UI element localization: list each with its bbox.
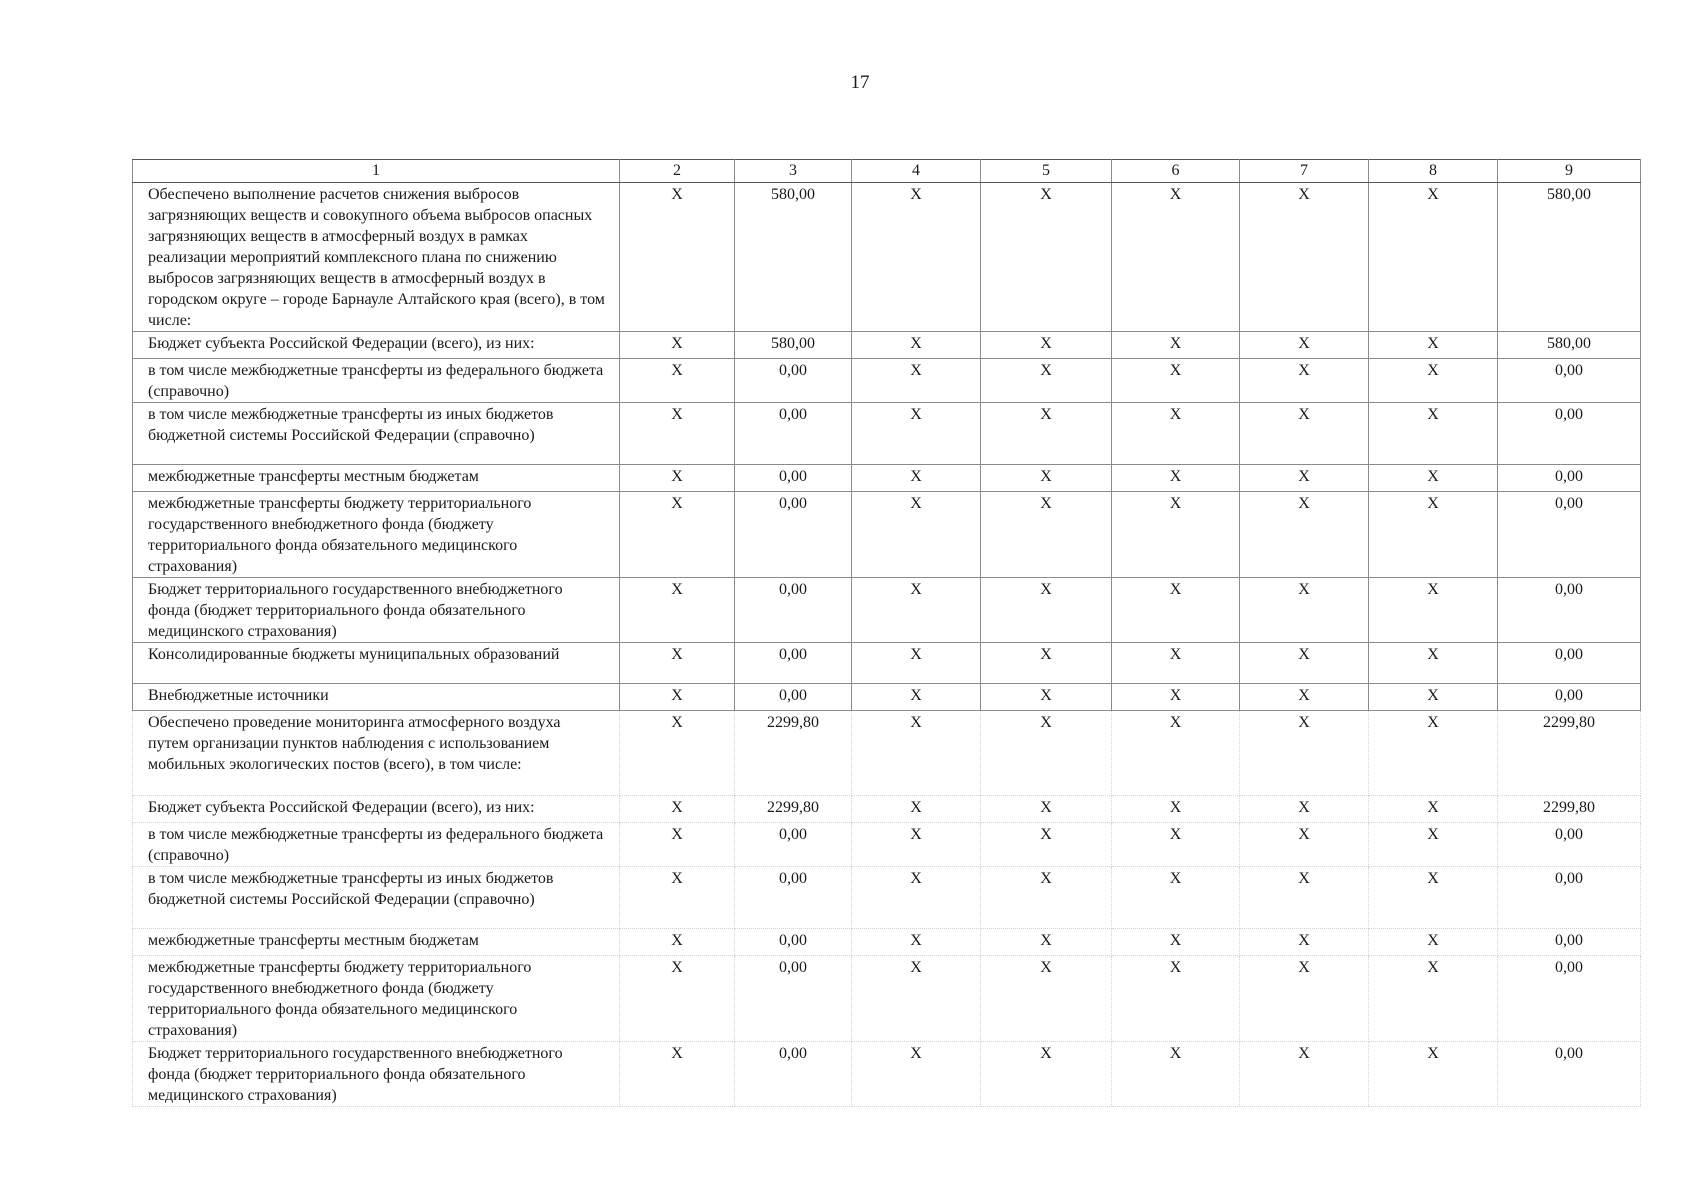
row-value: 0,00	[735, 1042, 852, 1107]
table-row	[133, 492, 1641, 578]
row-value: Х	[1112, 684, 1240, 711]
row-value: Х	[1112, 578, 1240, 643]
row-value: 580,00	[735, 332, 852, 359]
row-value: Х	[620, 956, 735, 1042]
row-value: Х	[852, 929, 981, 956]
row-value: 0,00	[1498, 643, 1641, 684]
column-header: 8	[1369, 160, 1498, 183]
row-description: Обеспечено проведение мониторинга атмосферного воздуха путем организации пунктов наблюдения с использованием мобильных экологических постов (всего), в том числе:	[133, 711, 620, 796]
row-value: 0,00	[735, 403, 852, 465]
row-value: 0,00	[1498, 684, 1641, 711]
table-row	[133, 578, 1641, 643]
row-value: Х	[1240, 643, 1369, 684]
row-value: Х	[981, 796, 1112, 823]
row-value: 2299,80	[1498, 711, 1641, 796]
row-value: Х	[1369, 183, 1498, 332]
row-value: Х	[981, 578, 1112, 643]
row-value: Х	[852, 711, 981, 796]
row-value: Х	[1369, 1042, 1498, 1107]
row-value: Х	[1112, 643, 1240, 684]
row-description: в том числе межбюджетные трансферты из иных бюджетов бюджетной системы Российской Федерации (справочно)	[133, 867, 620, 929]
row-value: 0,00	[735, 643, 852, 684]
row-value: Х	[1369, 403, 1498, 465]
row-value: Х	[1112, 332, 1240, 359]
row-value: Х	[981, 403, 1112, 465]
table-row	[133, 359, 1641, 403]
row-value: 2299,80	[1498, 796, 1641, 823]
row-value: Х	[1240, 465, 1369, 492]
row-value: Х	[852, 1042, 981, 1107]
row-value: Х	[981, 956, 1112, 1042]
row-description: межбюджетные трансферты бюджету территориального государственного внебюджетного фонда (бюджету территориального фонда обязательного медицинского страхования)	[133, 492, 620, 578]
row-value: Х	[1240, 403, 1369, 465]
row-value: Х	[981, 1042, 1112, 1107]
table-row	[133, 711, 1641, 796]
row-value: Х	[620, 183, 735, 332]
row-value: Х	[981, 711, 1112, 796]
row-value: Х	[981, 643, 1112, 684]
row-value: Х	[1369, 643, 1498, 684]
row-value: Х	[1112, 403, 1240, 465]
row-value: Х	[852, 403, 981, 465]
row-value: Х	[620, 929, 735, 956]
row-value: 0,00	[735, 359, 852, 403]
row-value: Х	[1240, 711, 1369, 796]
row-value: Х	[1112, 956, 1240, 1042]
row-value: Х	[981, 183, 1112, 332]
table-row	[133, 956, 1641, 1042]
row-value: Х	[620, 403, 735, 465]
row-value: Х	[1240, 929, 1369, 956]
row-value: Х	[1112, 359, 1240, 403]
row-description: Бюджет территориального государственного внебюджетного фонда (бюджет территориального фонда обязательного медицинского страхования)	[133, 1042, 620, 1107]
row-description: межбюджетные трансферты местным бюджетам	[133, 929, 620, 956]
column-header: 4	[852, 160, 981, 183]
row-value: Х	[620, 643, 735, 684]
row-description: Бюджет субъекта Российской Федерации (всего), из них:	[133, 796, 620, 823]
row-value: Х	[620, 492, 735, 578]
row-value: 0,00	[1498, 465, 1641, 492]
column-header: 3	[735, 160, 852, 183]
table-row	[133, 823, 1641, 867]
row-description: межбюджетные трансферты бюджету территориального государственного внебюджетного фонда (бюджету территориального фонда обязательного медицинского страхования)	[133, 956, 620, 1042]
table-row	[133, 183, 1641, 332]
row-value: 0,00	[735, 492, 852, 578]
page-number: 17	[850, 72, 870, 93]
row-description: Бюджет территориального государственного внебюджетного фонда (бюджет территориального фонда обязательного медицинского страхования)	[133, 578, 620, 643]
table-row	[133, 403, 1641, 465]
row-value: Х	[1240, 823, 1369, 867]
row-value: Х	[981, 465, 1112, 492]
header-row	[133, 160, 1641, 183]
row-value: Х	[1369, 929, 1498, 956]
row-value: Х	[852, 332, 981, 359]
row-value: Х	[852, 643, 981, 684]
column-header: 7	[1240, 160, 1369, 183]
row-value: 0,00	[1498, 578, 1641, 643]
row-value: Х	[620, 684, 735, 711]
row-value: 580,00	[1498, 332, 1641, 359]
row-value: Х	[852, 823, 981, 867]
row-value: Х	[1240, 359, 1369, 403]
row-value: 580,00	[1498, 183, 1641, 332]
column-header: 1	[133, 160, 620, 183]
row-value: 2299,80	[735, 796, 852, 823]
table-row	[133, 1042, 1641, 1107]
row-value: Х	[852, 578, 981, 643]
table-row	[133, 929, 1641, 956]
row-value: 0,00	[1498, 492, 1641, 578]
row-value: 2299,80	[735, 711, 852, 796]
column-header: 5	[981, 160, 1112, 183]
row-value: Х	[620, 332, 735, 359]
row-value: Х	[1369, 796, 1498, 823]
row-value: Х	[1369, 332, 1498, 359]
row-value: Х	[620, 867, 735, 929]
row-value: Х	[1112, 465, 1240, 492]
row-value: 0,00	[1498, 956, 1641, 1042]
row-description: межбюджетные трансферты местным бюджетам	[133, 465, 620, 492]
row-value: Х	[1112, 929, 1240, 956]
row-value: Х	[852, 359, 981, 403]
row-value: Х	[1369, 823, 1498, 867]
table-row	[133, 643, 1641, 684]
row-value: Х	[1240, 578, 1369, 643]
row-description: Обеспечено выполнение расчетов снижения выбросов загрязняющих веществ и совокупного объема выбросов опасных загрязняющих веществ в атмосферный воздух в рамках реализации мероприятий комплексного плана по снижению выбросов загрязняющих веществ в атмосферный воздух в городском округе – городе Барнауле Алтайского края (всего), в том числе:	[133, 183, 620, 332]
row-value: Х	[1112, 823, 1240, 867]
row-description: в том числе межбюджетные трансферты из иных бюджетов бюджетной системы Российской Федерации (справочно)	[133, 403, 620, 465]
row-value: 0,00	[1498, 929, 1641, 956]
row-value: 0,00	[1498, 403, 1641, 465]
row-value: Х	[620, 465, 735, 492]
row-value: Х	[1112, 183, 1240, 332]
row-value: Х	[1369, 492, 1498, 578]
row-value: Х	[852, 492, 981, 578]
row-value: 0,00	[735, 823, 852, 867]
row-value: Х	[852, 867, 981, 929]
row-value: 0,00	[735, 956, 852, 1042]
row-value: Х	[981, 929, 1112, 956]
table-row	[133, 684, 1641, 711]
row-value: Х	[1369, 956, 1498, 1042]
row-value: 0,00	[735, 929, 852, 956]
column-header: 6	[1112, 160, 1240, 183]
row-value: 0,00	[1498, 1042, 1641, 1107]
row-value: Х	[1369, 359, 1498, 403]
row-value: Х	[852, 956, 981, 1042]
row-value: Х	[852, 183, 981, 332]
row-value: Х	[1369, 867, 1498, 929]
row-value: Х	[1240, 867, 1369, 929]
row-value: Х	[1112, 867, 1240, 929]
table-row	[133, 867, 1641, 929]
row-value: Х	[1112, 796, 1240, 823]
row-value: 0,00	[735, 578, 852, 643]
row-value: Х	[1112, 1042, 1240, 1107]
row-value: Х	[1240, 684, 1369, 711]
row-value: 0,00	[735, 465, 852, 492]
row-value: Х	[1369, 684, 1498, 711]
row-value: Х	[981, 492, 1112, 578]
table-row	[133, 796, 1641, 823]
row-value: Х	[1240, 332, 1369, 359]
row-value: Х	[1240, 1042, 1369, 1107]
row-value: Х	[981, 823, 1112, 867]
row-value: Х	[981, 359, 1112, 403]
row-value: Х	[852, 465, 981, 492]
row-value: Х	[1240, 956, 1369, 1042]
row-value: 0,00	[1498, 867, 1641, 929]
row-description: Внебюджетные источники	[133, 684, 620, 711]
row-value: Х	[852, 796, 981, 823]
row-description: Консолидированные бюджеты муниципальных образований	[133, 643, 620, 684]
row-description: в том числе межбюджетные трансферты из федерального бюджета (справочно)	[133, 823, 620, 867]
row-value: 0,00	[735, 867, 852, 929]
table-row	[133, 332, 1641, 359]
row-value: Х	[620, 796, 735, 823]
row-value: Х	[620, 359, 735, 403]
row-value: Х	[620, 823, 735, 867]
column-header: 9	[1498, 160, 1641, 183]
row-value: Х	[620, 711, 735, 796]
budget-table	[132, 159, 1641, 1107]
row-value: Х	[1369, 578, 1498, 643]
row-value: Х	[1369, 465, 1498, 492]
row-value: Х	[981, 332, 1112, 359]
row-value: Х	[1240, 796, 1369, 823]
row-value: 0,00	[1498, 359, 1641, 403]
row-value: Х	[981, 684, 1112, 711]
row-description: в том числе межбюджетные трансферты из федерального бюджета (справочно)	[133, 359, 620, 403]
row-value: Х	[981, 867, 1112, 929]
row-value: 0,00	[1498, 823, 1641, 867]
row-value: Х	[1240, 492, 1369, 578]
row-description: Бюджет субъекта Российской Федерации (всего), из них:	[133, 332, 620, 359]
column-header: 2	[620, 160, 735, 183]
row-value: 580,00	[735, 183, 852, 332]
row-value: Х	[1369, 711, 1498, 796]
row-value: Х	[1112, 711, 1240, 796]
row-value: Х	[1240, 183, 1369, 332]
row-value: Х	[852, 684, 981, 711]
row-value: 0,00	[735, 684, 852, 711]
row-value: Х	[1112, 492, 1240, 578]
row-value: Х	[620, 1042, 735, 1107]
row-value: Х	[620, 578, 735, 643]
table-row	[133, 465, 1641, 492]
